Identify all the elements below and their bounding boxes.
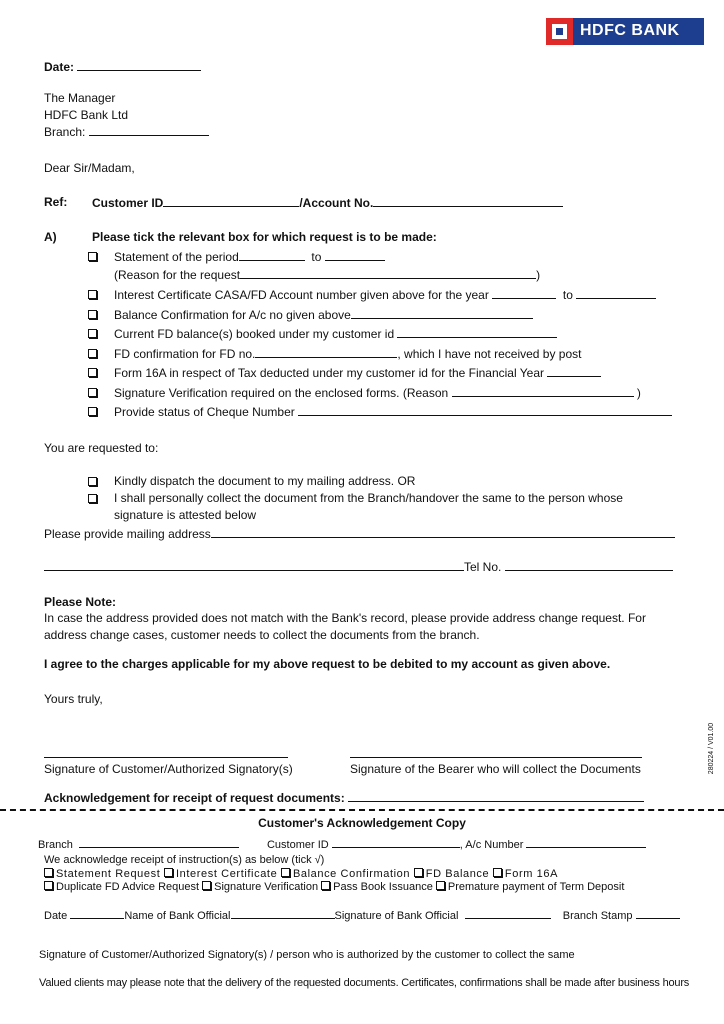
checkbox-signature-verification[interactable]	[88, 388, 97, 397]
checkbox[interactable]	[493, 868, 502, 877]
checkbox-statement[interactable]	[88, 252, 97, 261]
account-no-label: /Account No.	[299, 196, 374, 210]
salutation: Dear Sir/Madam,	[44, 161, 135, 175]
version-code: 280224 / V01.00	[708, 722, 716, 775]
item-balance-confirmation: Balance Confirmation for A/c no given above	[114, 307, 533, 323]
mailing-address-field[interactable]: Please provide mailing address	[44, 526, 675, 542]
ref-fields[interactable]	[92, 195, 563, 211]
option-collect: I shall personally collect the document from the Branch/handover the same to the person whose	[114, 491, 623, 505]
section-a-title: Please tick the relevant box for which request is to be made:	[92, 230, 437, 244]
bearer-signature-line[interactable]	[350, 757, 642, 758]
customer-signature-label: Signature of Customer/Authorized Signatory(s)	[44, 762, 293, 776]
checkbox-form-16a[interactable]	[88, 368, 97, 377]
checkbox-fd-balance[interactable]	[88, 329, 97, 338]
copy-official-row[interactable]: Date Name of Bank Official Signature of Bank Official Branch Stamp	[44, 907, 680, 924]
checkbox[interactable]	[281, 868, 290, 877]
requested-title: You are requested to:	[44, 441, 159, 455]
tel-field[interactable]: Tel No.	[44, 559, 673, 575]
checkbox[interactable]	[321, 881, 330, 890]
acknowledgement-field[interactable]: Acknowledgement for receipt of request documents:	[44, 790, 644, 806]
charges-agreement: I agree to the charges applicable for my above request to be debited to my account as given above.	[44, 657, 611, 671]
customer-signature-line[interactable]	[44, 757, 288, 758]
checkbox[interactable]	[436, 881, 445, 890]
option-collect-cont: signature is attested below	[114, 508, 257, 522]
checkbox-balance-confirmation[interactable]	[88, 310, 97, 319]
addressee-line: The Manager	[44, 91, 116, 105]
checkbox-dispatch[interactable]	[88, 477, 97, 486]
section-a-label: A)	[44, 230, 57, 244]
cut-line	[0, 809, 724, 811]
item-reason: (Reason for the request )	[114, 268, 541, 282]
item-interest-cert: Interest Certificate CASA/FD Account number given above for the year to	[114, 287, 656, 303]
item-fd-confirmation: FD confirmation for FD no. , which I have not received by post	[114, 347, 582, 361]
checkbox-collect[interactable]	[88, 494, 97, 503]
copy-signature-note: Signature of Customer/Authorized Signatory(s) / person who is authorized by the customer to collect the same	[39, 949, 575, 961]
note-line-1: In case the address provided does not match with the Bank's record, please provide address change request. For	[44, 611, 646, 625]
checkbox[interactable]	[202, 881, 211, 890]
item-cheque-status: Provide status of Cheque Number	[114, 404, 672, 420]
date-label: Date:	[44, 60, 75, 74]
option-dispatch: Kindly dispatch the document to my mailing address. OR	[114, 474, 416, 488]
copy-intro: We acknowledge receipt of instruction(s) as below (tick √)	[44, 854, 325, 866]
checkbox-cheque-status[interactable]	[88, 407, 97, 416]
item-fd-balance: Current FD balance(s) booked under my customer id	[114, 326, 557, 342]
note-title: Please Note:	[44, 595, 117, 609]
copy-options-row-2: Duplicate FD Advice Request Signature Verification Pass Book Issuance Premature payment of Term Deposit	[44, 880, 624, 895]
item-signature-verification: Signature Verification required on the enclosed forms. (Reason )	[114, 386, 641, 400]
customer-id-label: Customer ID	[92, 196, 164, 210]
checkbox-interest-cert[interactable]	[88, 290, 97, 299]
checkbox[interactable]	[44, 881, 53, 890]
date-field[interactable]	[44, 59, 201, 75]
copy-fields[interactable]: Branch Customer ID , A/c Number	[38, 836, 646, 853]
branch-label: Branch:	[44, 125, 86, 139]
checkbox[interactable]	[44, 868, 53, 877]
copy-title: Customer's Acknowledgement Copy	[258, 816, 466, 830]
branch-field[interactable]	[44, 124, 209, 140]
checkbox-fd-confirmation[interactable]	[88, 349, 97, 358]
item-form-16a: Form 16A in respect of Tax deducted under my customer id for the Financial Year	[114, 365, 601, 381]
checkbox[interactable]	[414, 868, 423, 877]
note-line-2: address change cases, customer needs to collect the documents from the branch.	[44, 628, 480, 642]
ref-label: Ref:	[44, 195, 68, 209]
bearer-signature-label: Signature of the Bearer who will collect the Documents	[350, 762, 641, 776]
copy-options-row-1: Statement Request Interest Certificate Balance Confirmation FD Balance Form 16A	[44, 867, 558, 882]
item-statement: Statement of the period to	[114, 249, 385, 265]
hdfc-bank-logo: HDFC BANK	[546, 18, 704, 45]
yours-truly: Yours truly,	[44, 692, 103, 706]
bank-name: HDFC Bank Ltd	[44, 108, 129, 122]
checkbox[interactable]	[164, 868, 173, 877]
delivery-note: Valued clients may please note that the delivery of the requested documents. Certificates, confirmations shall be made after business hours	[39, 977, 690, 989]
